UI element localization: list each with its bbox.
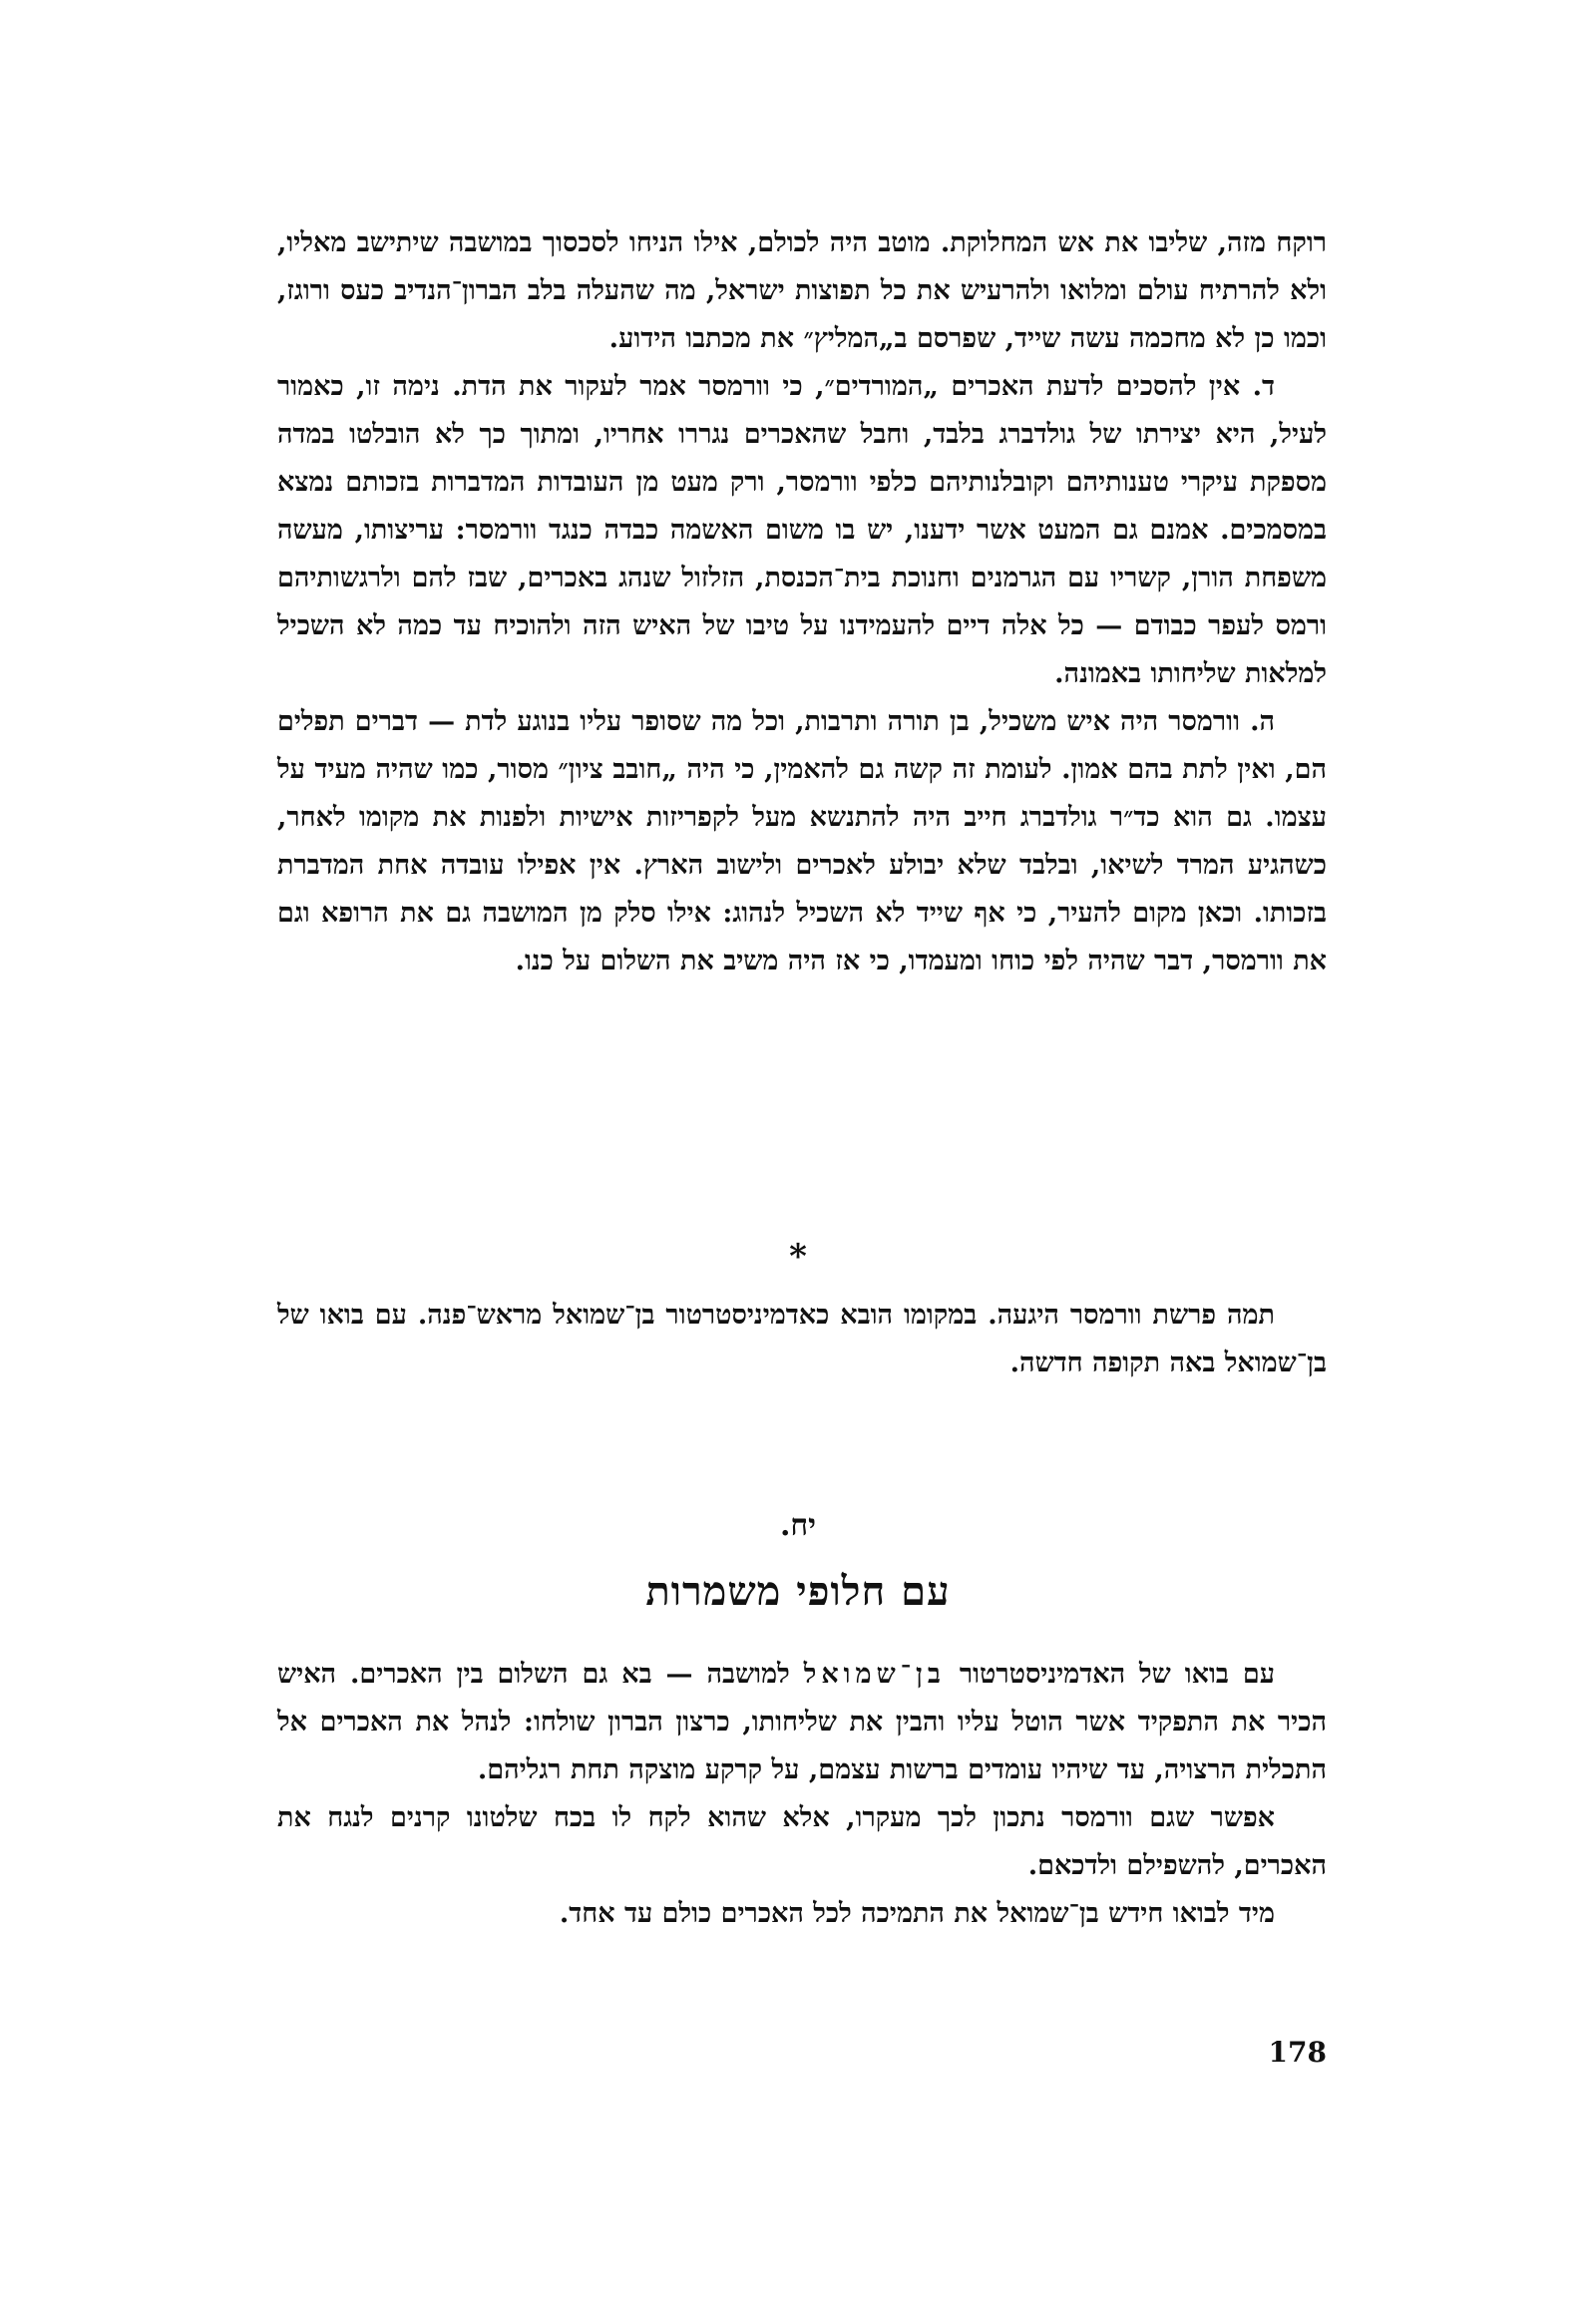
chapter-number: יח. — [779, 1508, 817, 1543]
top-text-block — [277, 219, 1327, 985]
chapter-text-block — [277, 1651, 1327, 1938]
paragraph-d: ד. אין להסכים לדעת האכרים „המורדים״, כי וורמסר אמר לעקור את הדת. נימה זו, כאמור לעיל, היא יצירתו של גולדברג בלבד, וחבל שהאכרים נגררו אחריו, ומתוך כך לא הובלטו במדה מספקת עיקרי טענותיהם וקובלנותיהם כלפי וורמסר, ורק מעט מן העובדות המדברות בזכותם נמצא במסמכים. אמנם גם המעט אשר ידענו, יש בו משום האשמה כבדה כנגד וורמסר: עריצותו, מעשה משפחת הורן, קשריו עם הגרמנים וחנוכת בית־הכנסת, הזלזול שנהג באכרים, שבז להם ולרגשותיהם ורמס לעפר כבודם — כל אלה דיים להעמידנו על טיבו של האיש הזה ולהוכיח עד כמה לא השכיל למלאות שליחותו באמונה. — [277, 371, 1327, 689]
section-separator: * — [789, 1237, 807, 1277]
paragraph-1-rest: למושבה — בא גם השלום בין האכרים. האיש הכיר את התפקיד אשר הוטל עליו והבין את שליחותו, כרצון הברון שולחו: לנהל את האכרים אל התכלית הרצויה, עד שיהיו עומדים ברשות עצמם, על קרקע מוצקה תחת רגליהם. — [277, 1659, 1327, 1785]
paragraph-1-start: עם בואו של האדמיניסטרטור — [959, 1659, 1275, 1690]
paragraph-1-name: בן־שמואל — [803, 1659, 946, 1690]
middle-text-block — [277, 1292, 1327, 1387]
paragraph-transition: תמה פרשת וורמסר היגעה. במקומו הובא כאדמיניסטרטור בן־שמואל מראש־פנה. עם בואו של בן־שמואל באה תקופה חדשה. — [277, 1300, 1327, 1378]
paragraph-c-end: רוקח מזה, שליבו את אש המחלוקת. מוטב היה לכולם, אילו הניחו לסכסוך במושבה שיתישב מאליו, ולא להרתיח עולם ומלואו ולהרעיש את כל תפוצות ישראל, מה שהעלה בלב הברון־הנדיב כעס ורוגז, וכמו כן לא מחכמה עשה שייד, שפרסם ב„המליץ״ את מכתבו הידוע. — [277, 227, 1327, 354]
paragraph-3: מיד לבואו חידש בן־שמואל את התמיכה לכל האכרים כולם עד אחד. — [559, 1898, 1275, 1929]
chapter-title: עם חלופי משמרות — [645, 1568, 951, 1615]
paragraph-2: אפשר שגם וורמסר נתכון לכך מעקרו, אלא שהוא לקח לו בכח שלטונו קרנים לנגח את האכרים, להשפילם ולדכאם. — [277, 1802, 1327, 1881]
page-number: 178 — [1268, 2036, 1327, 2069]
paragraph-1 — [277, 1651, 1327, 1794]
paragraph-e: ה. וורמסר היה איש משכיל, בן תורה ותרבות, וכל מה שסופר עליו בנוגע לדת — דברים תפלים הם, ואין לתת בהם אמון. לעומת זה קשה גם להאמין, כי היה „חובב ציון״ מסור, כמו שהיה מעיד על עצמו. גם הוא כד״ר גולדברג חייב היה להתנשא מעל לקפריזות אישיות ולפנות את מקומו לאחר, כשהגיע המרד לשיאו, ובלבד שלא יבולע לאכרים ולישוב הארץ. אין אפילו עובדה אחת המדברת בזכותו. וכאן מקום להעיר, כי אף שייד לא השכיל לנהוג: אילו סלק מן המושבה גם את הרופא וגם את וורמסר, דבר שהיה לפי כוחו ומעמדו, כי אז היה משיב את השלום על כנו. — [277, 706, 1327, 976]
